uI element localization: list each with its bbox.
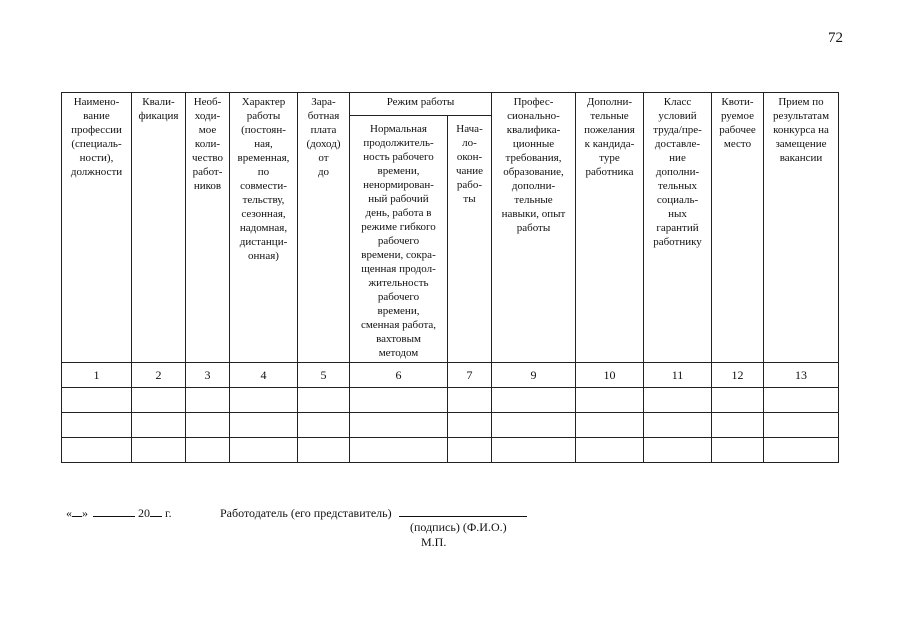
- table-row: [62, 438, 839, 463]
- page-number: 72: [828, 30, 843, 46]
- column-number: 10: [576, 363, 644, 388]
- header-cell-start-end: Нача- ло- окон- чание рабо- ты: [448, 116, 492, 363]
- table-row: [62, 388, 839, 413]
- header-cell-work-mode: Режим работы: [350, 93, 492, 116]
- table-row: [62, 413, 839, 438]
- column-number: 12: [712, 363, 764, 388]
- header-cell-quota: Квоти- руемое рабочее место: [712, 93, 764, 363]
- column-number: 5: [298, 363, 350, 388]
- header-cell-work-type: Характер работы (постоян- ная, временная, по совмести- тельству, сезонная, надомная, дистанци- онная): [230, 93, 298, 363]
- column-number: 13: [764, 363, 839, 388]
- column-number-row: [62, 363, 839, 388]
- vacancy-table: [61, 92, 839, 463]
- employer-signature: [220, 505, 527, 521]
- header-cell-conditions-class: Класс условий труда/пре- доставле- ние дополни- тельных социаль- ных гарантий работнику: [644, 93, 712, 363]
- column-number: 3: [186, 363, 230, 388]
- column-number: 7: [448, 363, 492, 388]
- year-suffix: г.: [165, 506, 172, 520]
- header-cell-qualification: Квали- фикация: [132, 93, 186, 363]
- signature-caption: (подпись) (Ф.И.О.): [410, 520, 507, 534]
- column-number: 1: [62, 363, 132, 388]
- header-cell-workers-count: Необ- ходи- мое коли- чество работ- ников: [186, 93, 230, 363]
- employer-label: Работодатель (его представитель): [220, 506, 392, 520]
- header-cell-requirements: Профес- сионально- квалифика- ционные требования, образование, дополни- тельные навыки, опыт работы: [492, 93, 576, 363]
- column-number: 9: [492, 363, 576, 388]
- year-prefix: 20: [138, 506, 150, 520]
- column-number: 11: [644, 363, 712, 388]
- date-quote-close: »: [82, 506, 88, 520]
- date-field: [66, 505, 172, 521]
- column-number: 6: [350, 363, 448, 388]
- header-row: [62, 93, 839, 116]
- column-number: 4: [230, 363, 298, 388]
- stamp-place: М.П.: [421, 535, 447, 549]
- header-cell-wishes: Дополни- тельные пожелания к кандида- туре работника: [576, 93, 644, 363]
- header-cell-profession: Наимено- вание профессии (специаль- ности), должности: [62, 93, 132, 363]
- header-cell-duration: Нормальная продолжитель- ность рабочего времени, ненормирован- ный рабочий день, работа в режиме гибкого рабочего времени, сокра- щенная продол- жительность рабочего времени, сменная работа, вахтовым методом: [350, 116, 448, 363]
- date-quote-open: «: [66, 506, 72, 520]
- column-number: 2: [132, 363, 186, 388]
- header-cell-salary: Зара- ботная плата (доход) от до: [298, 93, 350, 363]
- header-cell-contest: Прием по результатам конкурса на замещение вакансии: [764, 93, 839, 363]
